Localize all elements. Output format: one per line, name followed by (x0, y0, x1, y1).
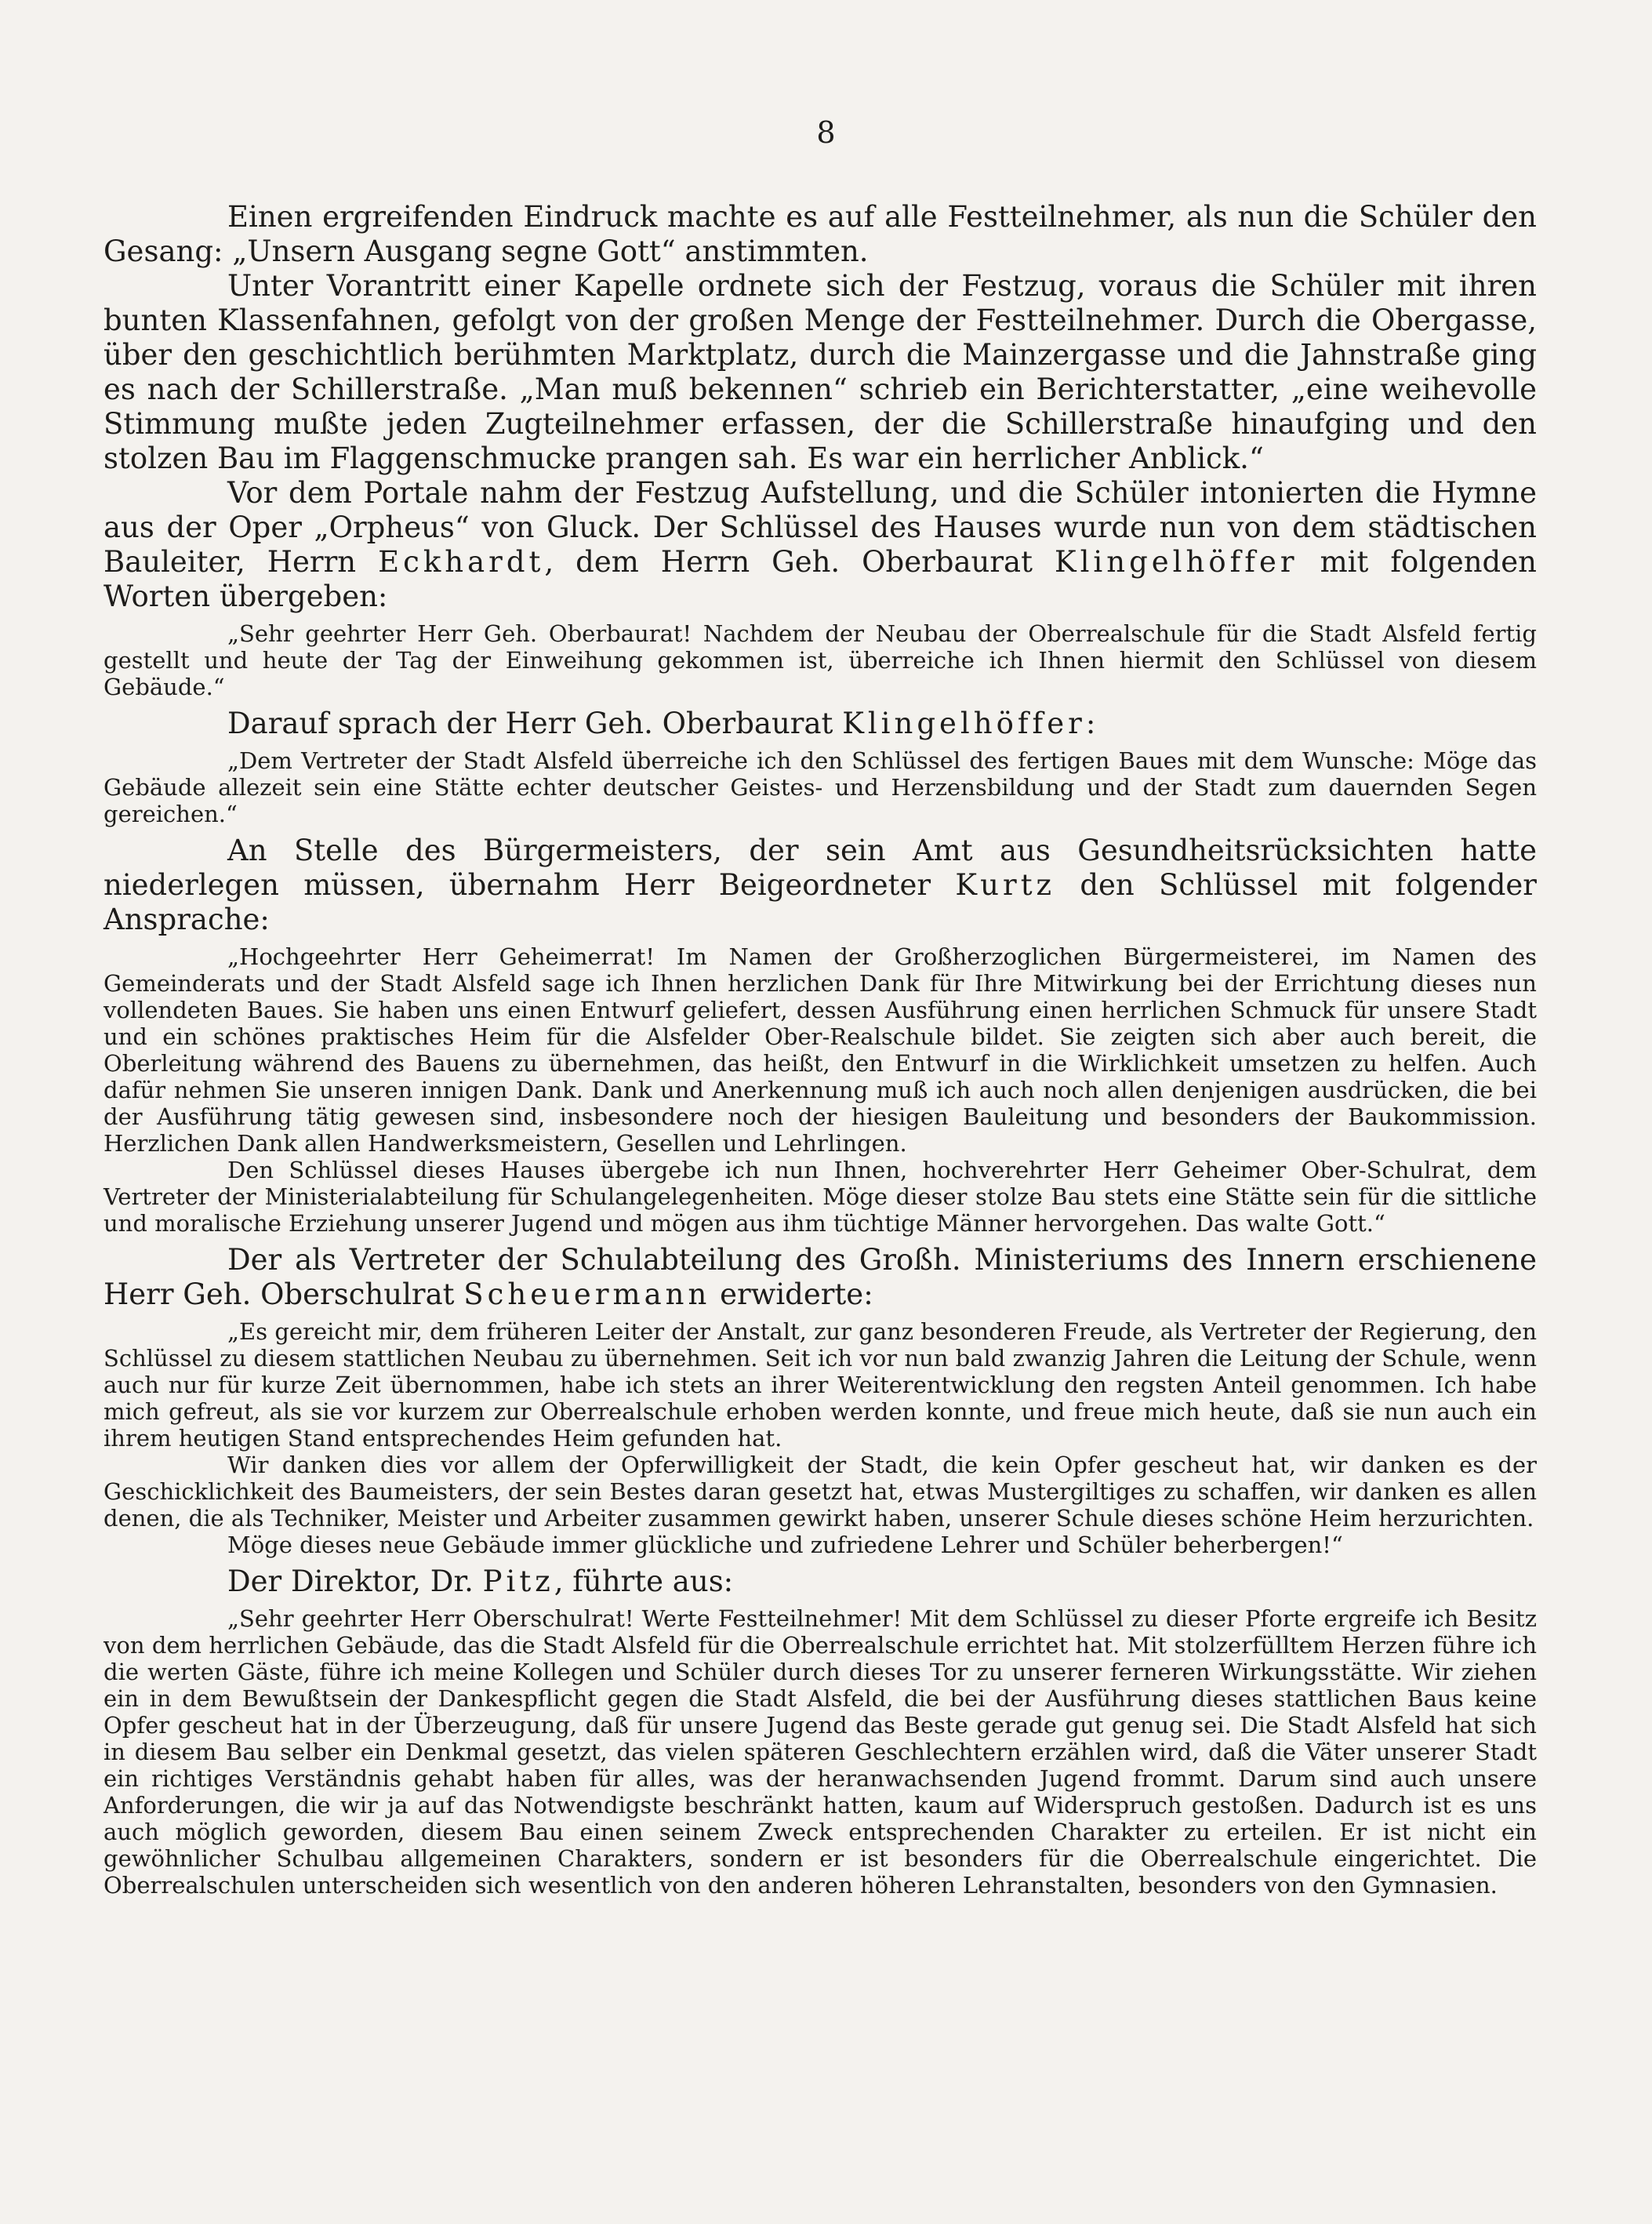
person-name-klingelhoeffer: Klingelhöffer (1054, 545, 1298, 579)
reply-intro-text: Darauf sprach der Herr Geh. Oberbaurat (227, 707, 833, 740)
quote-oberschulrat-2: Wir danken dies vor allem der Opferwilligkeit der Stadt, die kein Opfer gescheut hat, wir danken es der Geschicklichkeit des Baumeisters, der sein Bestes daran gesetzt hat, etwas Mustergiltiges zu schaffen, wir danken es allen denen, die als Techniker, Meister und Arbeiter zusammen gewirkt haben, unserer Schule dieses schöne Heim herzurichten. (103, 1452, 1537, 1532)
mayor-intro-text: An Stelle des Bürgermeisters, der sein Amt aus Gesundheitsrücksichten hatte niederlegen müssen, übernahm Herr Beigeordneter (103, 834, 1537, 902)
director-intro-text: Der Direktor, Dr. (227, 1564, 474, 1598)
director-intro-text-2: , führte aus: (554, 1564, 734, 1598)
person-name-pitz: Pitz (482, 1564, 554, 1598)
person-name-eckhardt: Eckhardt (378, 545, 545, 579)
paragraph-mayor-intro (103, 834, 1537, 937)
quote-oberbaurat: „Dem Vertreter der Stadt Alsfeld überreiche ich den Schlüssel des fertigen Baues mit dem Wunsche: Möge das Gebäude allezeit sein eine Stätte echter deutscher Geistes- und Herzensbildung und der Stadt zum dauernden Segen gereichen.“ (103, 747, 1537, 827)
ministry-intro-text-2: erwiderte: (720, 1277, 873, 1311)
person-name-scheuermann: Scheuermann (463, 1277, 711, 1311)
quote-oberschulrat-3: Möge dieses neue Gebäude immer glückliche und zufriedene Lehrer und Schüler beherbergen!“ (227, 1532, 1343, 1558)
key-handover-text: Vor dem Portale nahm der Festzug Aufstellung, und die Schüler intonierten die Hymne aus der Oper „Orpheus“ von Gluck. Der Schlüssel des Hauses wurde nun von dem städtischen Bauleiter, Herrn (103, 476, 1537, 579)
quote-beigeordneter: „Hochgeehrter Herr Geheimerrat! Im Namen der Großherzoglichen Bürgermeisterei, im Namen des Gemeinderats und der Stadt Alsfeld sage ich Ihnen herzlichen Dank für Ihre Mitwirkung bei der Errichtung dieses nun vollendeten Baues. Sie haben uns einen Entwurf geliefert, dessen Ausführung einen herrlichen Schmuck für unsere Stadt und ein schönes praktisches Heim für die Alsfelder Ober-Realschule bildet. Sie zeigten sich aber auch bereit, die Oberleitung während des Bauens zu übernehmen, das heißt, den Entwurf in die Wirklichkeit umsetzen zu helfen. Auch dafür nehmen Sie unseren innigen Dank. Dank und Anerkennung muß ich auch noch allen denjenigen ausdrücken, die bei der Ausführung tätig gewesen sind, insbesondere noch der hiesigen Bauleitung und besonders der Baukommission. Herzlichen Dank allen Handwerksmeistern, Gesellen und Lehrlingen. (103, 943, 1537, 1157)
body-text (103, 200, 1537, 1899)
quote-bauleiter: „Sehr geehrter Herr Geh. Oberbaurat! Nachdem der Neubau der Oberrealschule für die Stadt Alsfeld fertig gestellt und heute der Tag der Einweihung gekommen ist, überreiche ich Ihnen hiermit den Schlüssel von diesem Gebäude.“ (103, 620, 1537, 700)
key-handover-text-3: mit folgenden Worten übergeben: (103, 545, 1537, 613)
paragraph-reply-intro (103, 707, 1537, 741)
quote-oberschulrat: „Es gereicht mir, dem früheren Leiter der Anstalt, zur ganz besonderen Freude, als Vertreter der Regierung, den Schlüssel zu diesem stattlichen Neubau zu übernehmen. Seit ich vor nun bald zwanzig Jahren die Leitung der Schule, wenn auch nur für kurze Zeit übernommen, habe ich stets an ihrer Weiterentwicklung den regsten Anteil genommen. Ich habe mich gefreut, als sie vor kurzem zur Oberrealschule erhoben werden konnte, und freue mich heute, daß sie nun auch ein ihrem heutigen Stand entsprechendes Heim gefunden hat. (103, 1318, 1537, 1452)
ministry-intro-text: Der als Vertreter der Schulabteilung des Großh. Ministeriums des Innern erschienene Herr Geh. Oberschulrat (103, 1243, 1537, 1311)
quote-beigeordneter-2: Den Schlüssel dieses Hauses übergebe ich nun Ihnen, hochverehrter Herr Geheimer Ober-Schulrat, dem Vertreter der Ministerialabteilung für Schulangelegenheiten. Möge dieser stolze Bau stets eine Stätte sein für die sittliche und moralische Erziehung unserer Jugend und mögen aus ihm tüchtige Männer hervorgehen. Das walte Gott.“ (103, 1157, 1537, 1237)
page-number: 8 (816, 115, 836, 150)
key-handover-text-2: , dem Herrn Geh. Oberbaurat (544, 545, 1033, 579)
paragraph-director-intro (103, 1564, 1537, 1599)
person-name-kurtz: Kurtz (955, 868, 1056, 902)
paragraph-procession: Unter Vorantritt einer Kapelle ordnete sich der Festzug, voraus die Schüler mit ihren bunten Klassenfahnen, gefolgt von der großen Menge der Festteilnehmer. Durch die Obergasse, über den geschichtlich berühmten Marktplatz, durch die Mainzergasse und die Jahnstraße ging es nach der Schillerstraße. „Man muß bekennen“ schrieb ein Berichterstatter, „eine weihevolle Stimmung mußte jeden Zugteilnehmer erfassen, der die Schillerstraße hinaufging und den stolzen Bau im Flaggenschmucke prangen sah. Es war ein herrlicher Anblick.“ (103, 269, 1537, 475)
paragraph-key-handover (103, 476, 1537, 614)
quote-director: „Sehr geehrter Herr Oberschulrat! Werte Festteilnehmer! Mit dem Schlüssel zu dieser Pforte ergreife ich Besitz von dem herrlichen Gebäude, das die Stadt Alsfeld für die Oberrealschule errichtet hat. Mit stolzerfülltem Herzen führe ich die werten Gäste, führe ich meine Kollegen und Schüler durch dieses Tor zu unserer ferneren Wirkungsstätte. Wir ziehen ein in dem Bewußtsein der Dankespflicht gegen die Stadt Alsfeld, die bei der Ausführung dieses stattlichen Baus keine Opfer gescheut hat in der Überzeugung, daß für unsere Jugend das Beste gerade gut genug sei. Die Stadt Alsfeld hat sich in diesem Bau selber ein Denkmal gesetzt, das vielen späteren Geschlechtern erzählen wird, daß die Väter unserer Stadt ein richtiges Verständnis gehabt haben für alles, was der heranwachsenden Jugend frommt. Darum sind auch unsere Anforderungen, die wir ja auf das Notwendigste beschränkt hatten, kaum auf Widerspruch gestoßen. Dadurch ist es uns auch möglich geworden, diesem Bau einen seinem Zweck entsprechenden Charakter zu erteilen. Er ist nicht ein gewöhnlicher Schulbau allgemeinen Charakters, sondern er ist besonders für die Oberrealschule eingerichtet. Die Oberrealschulen unterscheiden sich wesentlich von den anderen höheren Lehranstalten, besonders von den Gymnasien. (103, 1605, 1537, 1899)
paragraph-opening: Einen ergreifenden Eindruck machte es auf alle Festteilnehmer, als nun die Schüler den Gesang: „Unsern Ausgang segne Gott“ anstimmten. (103, 200, 1537, 268)
paragraph-ministry-intro (103, 1243, 1537, 1312)
reply-intro-colon: : (1085, 707, 1096, 740)
mayor-intro-text-2: den Schlüssel mit folgender Ansprache: (103, 868, 1537, 936)
person-name-klingelhoeffer-2: Klingelhöffer (842, 707, 1086, 740)
